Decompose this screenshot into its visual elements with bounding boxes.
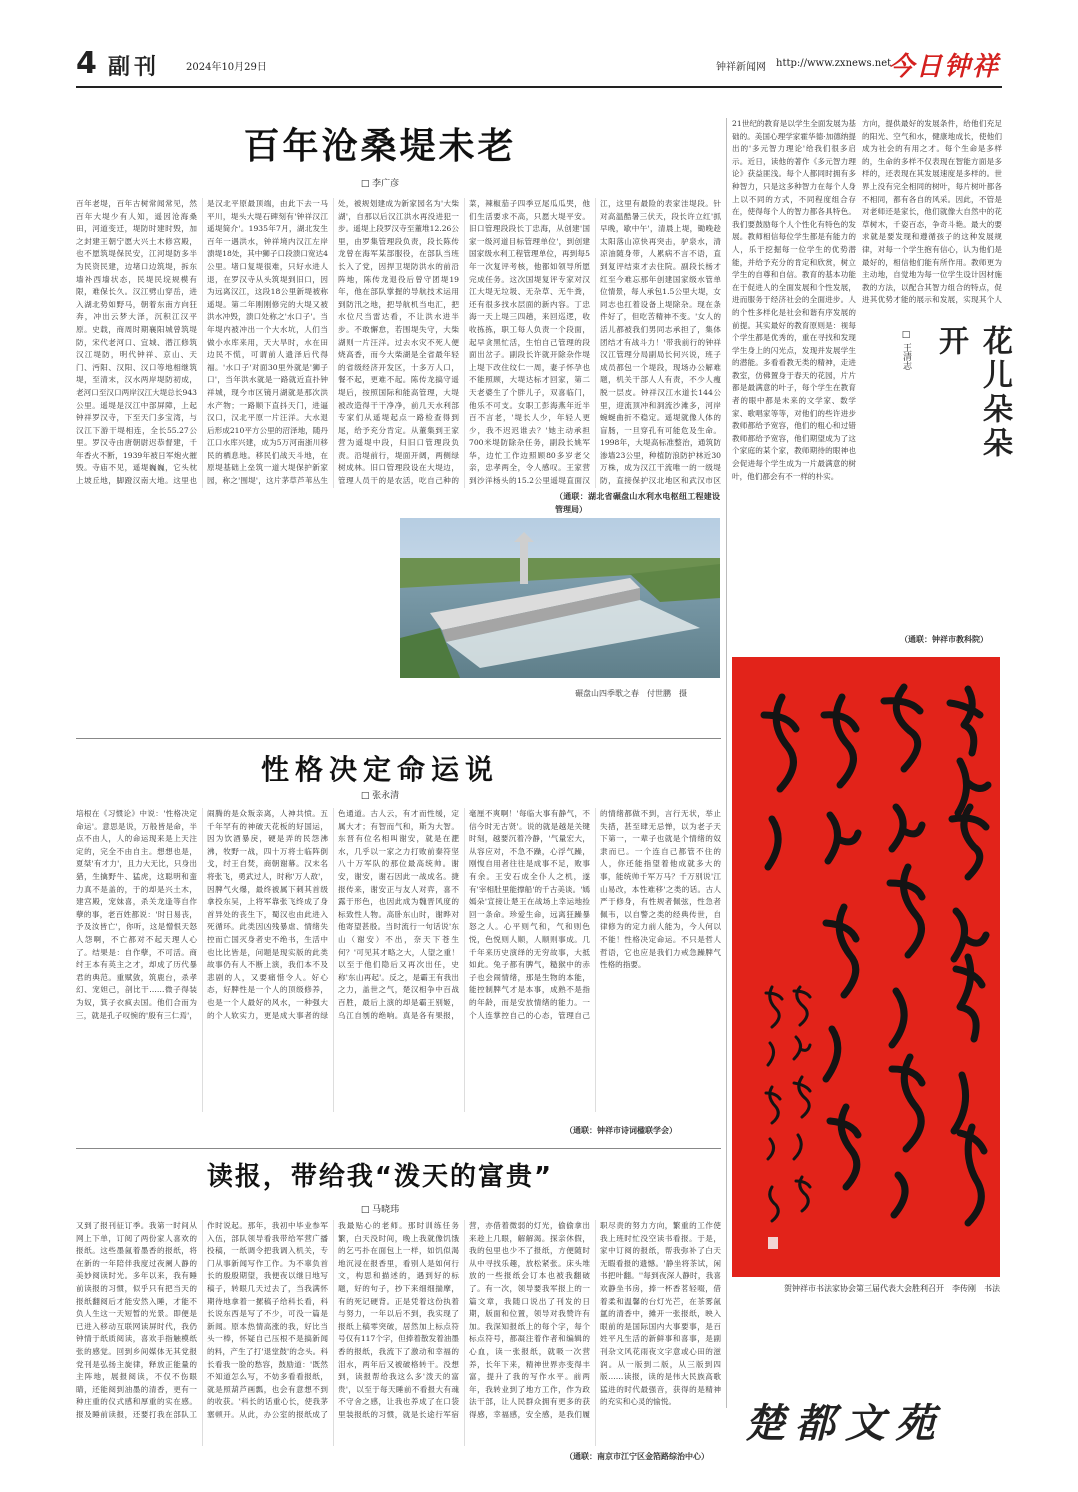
article-byline-1: □ 李广彦 xyxy=(360,179,400,189)
article-byline-3: □ 马晓玮 xyxy=(360,1205,400,1215)
photo-caption: 碾盘山四季歌之春 付世鹏 摄 xyxy=(575,689,687,698)
article-body-1: 百年老堤，百年古树常闻常见，然百年大堤少有人知，遥因沧海桑田，河道变迁，堤防时建时毁，加之封建王朝宁愿大兴土木修宫殿，也不愿筑堤保民安，江河堤防多半为民资民建，边堵口边筑堤，拆东墙补西墙状态，民堤民垸规模有限，难保长久。汉江劈山穿岳，进入湖北势如野马，朝着东南方向狂奔，冲出云梦大泽，沉积江汉平原。史载，商周时期襄阳城曾筑堤防，宋代老河口、宜城、潜江修筑汉江堤防，明代钟祥、京山、天门、沔阳、汉阳、汉口等地相继筑堤，至清末，汉水两岸堤防初成，老河口至汉口两岸汉江大堤总长943公里。遥堤是汉江中部屏障，上起钟祥罗汉寺，下至天门多宝湾，与汉江下游干堤相连，全长55.27公里。罗汉寺由唐朝尉迟恭督建，千年香火不断，1939年被日军炮火摧毁。寺庙不见，遥堤巍巍，它头枕上坡丘地，脚蹬汉南大地。这里也是汉北平原最顶端，由此下去一马平川，堤头大堤石碑刻有'钟祥汉江遥堤简介'。1935年7月，湖北发生百年一遇洪水，钟祥境内汉江左岸溃堤18处，其中狮子口段溃口宽达4公里。堵口复堤很难，只好水进人退，在罗汉寺从头筑堤到旧口，因为远离汉江，这段18公里新堤被称遥堤。第二年刚刚修完的大堤又被洪水冲毁，溃口处称之'水口子'。当年堤内被冲出一个大水坑，人们当做小水库来用，天大旱时，水在田边民不慌，可谓前人遗泽后代得福。'水口子'对面30里外就是'狮子口'，当年洪水就是一路就近直扑钟祥城，现今市区镜月湖就是那次洪水产物；一路顺下直抖天门，进逼汉口，汉北平原一片汪洋。大水退后形成210平方公里的沼泽地，随丹江口水库兴建，成为5万河南浙川移民的栖息地。移民们战天斗地，在原堤基础上垒筑一道大堤保护新家园，称之'围堤'，这片茅草芦苇丛生处，被规划建成为新家园名为'大柴湖'，自那以后汉江洪水再没进犯一步。遥堤上段罗汉寺至董堆12.26公里，由罗集管理段负责，段长陈传龙曾在海军某部服役，在部队当班长入了党，因捍卫堤防洪水的前沿阵地，陈传龙退役后曾守团堤19年，他在部队掌握的导航技术运用到防汛之地，把导航机当电汇，把水位尺当雷达看，不让洪水进半步。不敢懈怠，若围堤失守，大柴湖则一片汪洋。过去水灾不死人便烧高香，而今大柴湖是全省最年轻的省级经济开发区，十多万人口，餐不起，更难不起。陈传龙搞守遥堤后，按照国际和能高管理，大堤被改造得干干净净，前几天水利部专家们从遥堤起点一路检查得到尾，给予充分肯定。从董集到王家营为遥堤中段，归旧口管理段负责。沿堤前行，堤面开阔，两侧绿树成林。旧口管理段设在大堤边，管理人员干的是农活，吃自己种的菜，辣椒茄子四季豆尾瓜瓜哭，他们生活要求不高，只愿大堤平安。旧口管理段段长丁忠海，从创建'国家一级河道目标管理单位'，到创建国家级水利工程管理单位，再到每5年一次复评考核，他都如领导所愿完成任务。这次国堤复评专家对汉江大堤无垃圾、无杂草、无牛粪，还有很多找水层面的新内容。丁忠海一天上堤三四趟，来回巡逻，收收拣拣，职工每人负责一个段面，起早贪黑忙活，生怕自己管理的段面出岔子。副段长许就开除杂作堤上堤下改住纹仁一周，妻子怀孕也不能照顾，大堤达标才回家，第二天老婆生了个胖儿子，双喜临门，他乐不可支。女职工彭海燕年近半百不言老，'堤长人少，年轻人更少，我不迟迟谁去？'她主动承担700米堤防除杂任务，副段长姚军华，边忙工作边照顾80多岁老父亲，忠孝两全，令人感叹。王家营到沙洋杨头的15.2公里遥堤直面汉江，这里有最险的表家洼堤段。针对高温酷暑三伏天，段长许立红'抓早晚，歇中午'，清晨上堤，锄晚趁太阳落山凉快再突击，驴泉水，清凉油随身带，人累病不言不语，直到复评结束才去住院。副段长杨才红至今难忘那年创建国家级水管单位情景，每人承包1.5公里大堤，女同志也扛着设备上堤除杂。现在条件好了，但吃苦精神不变。'女人的活儿都被我们男同志承担了，集体团结才有战斗力！'带我前行的钟祥汉江管理分局副局长何兴说，班子成员都包一个堤段，现场办公解难题，机关干部人人有责，不少人瘦脱一层皮。钟祥汉江水道长144公里，迎流顶冲和洞流沙滩多，河岸蜿蜒曲折不稳定。遥堤就像人体的盲肠，一旦穿孔有可能危及生命。1998年，大堤高标准整治，通筑防渗墙23公里，种植防浪防护林近30万株，成为汉江干流唯一的一级堤防，直接保护汉北地区和武汉市区 xyxy=(76,199,721,486)
article-title-4: 花儿朵朵开 xyxy=(933,325,1012,461)
article-body-4-credit: （通联：钟祥市教科院） xyxy=(900,634,988,644)
divider-1 xyxy=(76,738,721,739)
calligraphy-strokes xyxy=(732,657,1000,1277)
calligraphy-caption: 贺钟祥市书法家协会第三届代表大会胜利召开 李传刚 书法 xyxy=(784,1284,1000,1293)
article-body-4-right-lower xyxy=(862,468,1002,628)
newspaper-brand: 今日钟祥 xyxy=(887,52,1000,82)
article-body-1-credit: （通联：湖北省碾盘山水利水电枢纽工程建设管理局） xyxy=(555,491,720,514)
page-number: 4 xyxy=(76,46,97,81)
dam-photo-svg xyxy=(400,518,720,678)
site-name: 钟祥新闻网 xyxy=(716,62,766,73)
dam-photo xyxy=(400,518,720,678)
article-body-4-top: 21世纪的教育是以学生全面发展为基础的。美国心理学家霍华德·加德纳提出的'多元智力理论'给我们很多启示。近日，读他的著作《多元智力理论》获益匪浅。每个人都同时拥有多种智力，只是这多种智力在每个人身上以不同的方式，不同程度组合存在，使得每个人的智力都各具特色。我们要鼓励每个人个性化有特色的发展。教师相信每位学生都是有能力的人，乐于挖掘每一位学生的优势潜能，并给予充分的肯定和欣赏，树立学生的自尊和自信。教育的基本功能在于促进人的全面发展和个性发展，进而服务于经济社会的全面进步。人的个性多样化是社会和谐有序发展的前提。其实最好的教育原则是：视每个学生都是优秀的，重在寻找和发现学生身上的闪光点，发现并发展学生的潜能。多看看教无类的精神，走进教室，仿佛置身于春天的花园，片片都是最满意的叶子，每个学生在教育者的眼中都是未来的文学家、数学家、歌唱家等等，对他们的些许进步教师都给予宽容，他们的粗心和过错教师都给予宽容，他们期望成为了这个家庭的某个家，教师期待的眼神也会促进每个学生成为一片最满意的树叶，他们都会有不一样的朴实。 xyxy=(732,119,856,481)
article-body-3-credit: （通联：南京市江宁区金箔路综治中心） xyxy=(565,1451,709,1461)
site-url[interactable]: http://www.zxnews.net xyxy=(776,58,892,69)
article-body-4-right: 方向，提供最好的发展条件，给他们充足的阳光、空气和水，健康地成长，使他们成为社会的有用之才。每个生命是多样的，生命的多样不仅表现在智能方面是多样的，还表现在其发展速度是多样的。世界上没有完全相同的树叶，每片树叶都各不相同，都有各自的风采。因此，不管是对老师还是家长，他们就像大自然中的花草树木，千姿百态，争奇斗艳。最大的要求就是要发现和遵循孩子的这种发展规律，对每一个学生抱有信心，认为他们是最好的，相信他们能有所作用。教师更为主动地，自觉地为每一位学生设计因材施教的方法，以配合其智力组合的特点，促进其优势才能的展示和发展，实现其个人 xyxy=(862,119,1002,305)
article-title-2: 性格决定命运说 xyxy=(260,753,499,786)
article-title-1: 百年沧桑堤未老 xyxy=(243,126,517,167)
column-brand: 楚都文苑 xyxy=(745,1400,945,1447)
article-title-3: 读报，带给我“泼天的富贵” xyxy=(206,1162,554,1192)
article-byline-4: □ 王清志 xyxy=(901,330,911,370)
publication-date: 2024年10月29日 xyxy=(186,62,267,73)
calligraphy-artwork xyxy=(732,657,1000,1277)
column-divider xyxy=(726,118,727,1408)
article-body-2: 培根在《习惯论》中说：'性格决定命运'。意思是说，万般皆是命，半点不由人，人的命运现来是上天注定的，完全不由自主。想想也是，夏桀'有才力'，且力大无比，只身出猎，生擒野牛、猛虎，这聪明和蛮力真不是盖的，于的却是兴土木，建宫殿，宠妹喜，杀关龙逢等自作孽的事，老百姓都说：'时日易丧，予及汝皆亡'，你听，这是憎恨天怒人怨啊，不亡都对不起天理人心了。结果是：自作孽，不可活。商纣王本有英主之才，却成了历代暴君的典范。重赋敛，筑鹿台，杀孝幻、宠妲己，剖比干……微子得装为奴，箕子衣疯去国。他们合而为三，就是孔子叹惋的'殷有三仁焉'，闹腾的是众叛亲离，人神共愤。五千年罕有的神破天花板的好国运，因为饮酒暴戾，硬是弄的民怨沸沸，牧野一战，四十万将士临阵倒戈，纣王自焚，商朝谢幕。汉末名将张飞，勇武过人，时称'万人敌'，因脾气火爆，最终被属下刺其首级拿投东吴，上将军靠张飞终成了身首异处的丧生下，蜀汉也由此进入死循环。此类因凶残暴虐、情绪失控而亡国灭身者史不绝书，生活中也比比皆是，问题是现实版的此类故事仍有人不断上演，我们本不及悲剧的人，又要痛惜令人。好心态，好脾性是一个人的顶级修养，也是一个人最好的风水，一种强大的个人软实力，更是成大事者的绿色通道。古人云，有才而性缓，定属大才；有智而气和，斯为大智。东晋有位名相叫谢安，就是在淝水，几乎以一家之力打败前秦符坚八十万军队的那位最高统帅。谢安，谢安，谢石因此一战成名。捷报传来，谢安正与友人对弈，喜不露于形色，也因此成为魏晋风度的标致性人物。高卧东山时，谢晔对他寄望甚殷。当时流行一句话说'东山（谢安）不出，奈天下苍生何？'可见其才略之大，人望之重！以至于他们隐后又再次出任，史称'东山再起'。反之，是霸王有我出之力，盖世之气，楚汉相争中百战百胜，最后上演的却是霸王别姬，乌江自刎的绝响。真是各有果报，毫厘不爽啊！'每临大事有静气，不信今时无古贤'。说的就是越是关键时刻，越要沉着冷静，'气量宏大，从容应对，不急不躁，心浮气躁，刚愎自用者往往是成事不足，败事有余。王安石成全仆人之机，遂有'宰相肚里能撑船'的千古美谈。'嫣嫣朵'宣接让楚王在战场上幸运地捡回一条命。珍爱生命，远离狂躁暴怒之人。心平则气和，气和则色悦，色悦则人顺，人顺则事成。几千年来历史演绎的无穷故事，大抵如此。兔子都有脾气，糙猴中的赤子也会闹情绪，那是生物的本能，能控制脾气才是本事，成熟不是指的年龄，而是安放情绪的能力。一个人连掌控自己的心态，管理自己的情绪都做不到，言行无状，举止失措，甚至肆无忌惮，以为老子天下第一，一辈子也就是个情绪的奴隶而已。一个连自己都管不住的人，你还能指望着他成就多大的事，能统帅千军万马？千万别说'江山易改，本性难移'之类的话。古人严于修身，有性规者佩弦，性急者佩韦，以自警之类的经典传世，自律修为的定力前人能为，今人何以不能！性格决定命运。不只是哲人哲语，它也应是我们力戒急躁脾气性格的指要。 xyxy=(76,809,721,1020)
article-body-2-credit: （通联：钟祥市诗词楹联学会） xyxy=(565,1125,677,1135)
article-body-3: 又到了报刊征订季。我第一时间从网上下单，订阅了两份家人喜欢的报纸。这些墨氤着墨香的报纸，将在新的一年陪伴我度过夜阑人静的美妙阅读时光。多年以来，我有睡前读报的习惯，似乎只有把当天的报纸翻阅后才能安然入睡，才能不负人生这一天短暂的光景。即便是已进入移动互联网读屏时代，我仍钟情于纸质阅读，喜欢手指触模纸张的感觉。回到乡间媒体无其党报党刊是弘扬主旋律，释放正能量的主阵地，展报阅读，不仅不伤眼睛，还能阅到油墨的清香，更有一种庄重的仪式感和厚重的实在感。报及睡前读报，还要打我在部队工作时说起。那年，我初中毕业参军入伍，部队领导看我带给军营广播投稿，一纸调令把我调入机关，专门从事新闻写作工作。为不辜负首长的殷殷期望，我便夜以继日地写稿子，转眼几天过去了，当我满怀期待地拿着一摞稿子给科长看，科长说东西是写了不少，可没一篇是新闻。原本热情高涨的我，好比当头一棒，怀疑自己压根不是搞新闻的料，产生了打'退堂鼓'的念头。科长看我一脸的愁容，鼓励道：'既然不知道怎么写，不妨多看看报纸，就是照葫芦画瓢，也会有意想不到的收获。'科长的话重心长，使我茅塞顿开。从此，办公室的报纸成了我最贴心的老师。那时训练任务繁，白天没时间，晚上我就像饥饿的乞丐扑在面包上一样，如饥似渴地沉浸在报香里，看别人是如何行文，构思和描述的，遇到好的标题，好的句子，抄下来细细揣摩，有的死记硬背。正是凭着这份执着与努力，一年以后不到，我实现了报纸上稿零突破，居然加上标点符号仅有117个字，但捧着散发着油墨香的报纸，我流下了激动和幸福的泪水，两年后又被破格转干。没想到，读报帮给我这么多'泼天的富贵'，以至于每天睡前不看报大有魂不守舍之感，让我也养成了在口袋里装报纸的习惯，就是长途行军宿营，亦借着微弱的灯光，偷偷拿出来趁上几眼，解解渴。探亲休假，我的包里也少不了报纸，方便随时从中寻找乐趣，放松紧张。床头堆放的一些报纸会订本也被我翻破了。有一次，领导要我军报上的一篇文章，我随口说出了刊发的日期，版面和位置，领导对我赞许有加。我深知报纸上的每个字，每个标点符号，都凝注着作者和编辑的心血，读一张报纸，就吸一次营养，长年下来，精神世界亦变得丰富，提升了我的写作水平。前两年，我转业到了地方工作，作为政法干部，让人民群众拥有更多的获得感，幸福感，安全感，是我们履职尽责的努力方向，繁重的工作使我上班时忙没空读书看报。于是，家中订阅的报纸，帮我弥补了白天无暇看报的遗憾。'静坐将茶试，闲书把叶翻。''每到夜深人静时，我喜欢静坐书房，捧一杯香茗轻啜，借着柔和温馨的台灯光芒，在茶雾氤氲的清香中，摊开一张报纸，映入眼前的是国际国内大事要事，是百姓平凡生活的新鲜事和喜事，是副刊杂文风花雨夜文字意或心田的滋润。从一版到二版，从三版到四版……读报，读的是伟大民族高歌猛进的时代最强音，获得的是精神的充实和心灵的愉悦。 xyxy=(76,1221,721,1419)
article-byline-2: □ 张永清 xyxy=(360,791,400,801)
divider-2 xyxy=(76,1148,721,1149)
section-name: 副刊 xyxy=(108,55,161,80)
masthead xyxy=(76,40,1002,88)
